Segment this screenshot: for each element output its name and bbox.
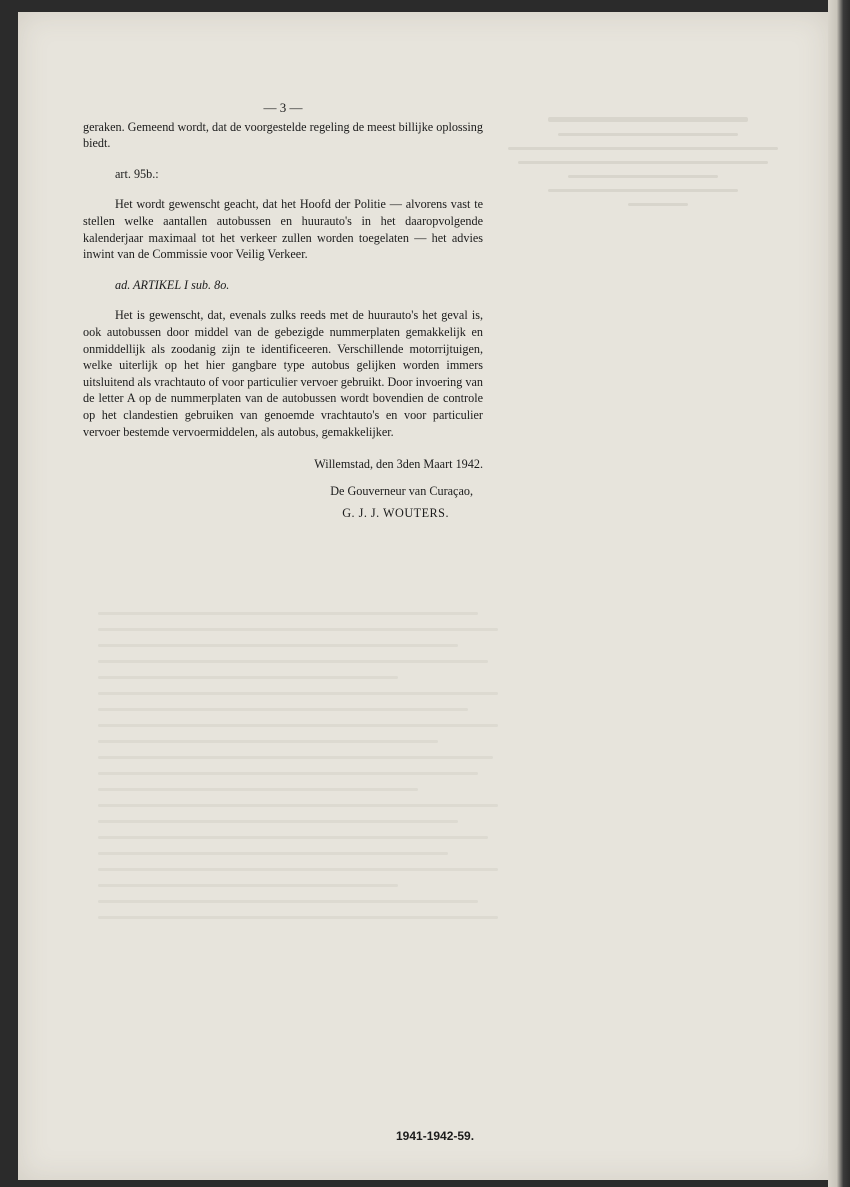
page-number: — 3 — bbox=[263, 100, 303, 115]
signature-name: G. J. J. WOUTERS. bbox=[342, 506, 449, 521]
paragraph-continuation: geraken. Gemeend wordt, dat de voorgestelde regeling de meest billijke oplossing biedt. bbox=[83, 119, 483, 151]
document-page bbox=[18, 12, 828, 1180]
article-heading: art. 95b.: bbox=[115, 166, 159, 181]
bleed-through-heading bbox=[488, 117, 788, 277]
place-date: Willemstad, den 3den Maart 1942. bbox=[314, 457, 483, 472]
ad-heading: ad. ARTIKEL I sub. 8o. bbox=[115, 277, 230, 292]
paragraph-article-95b: Het wordt gewenscht geacht, dat het Hoofd der Politie — alvorens vast te stellen welke aantallen autobussen en huurauto's in het daaropvolgende kalenderjaar maximaal tot het verkeer zullen worden toegelaten — het advies inwint van de Commissie voor Veilig Verkeer. bbox=[83, 197, 483, 262]
bleed-through-body bbox=[98, 612, 508, 1072]
page-edge bbox=[828, 0, 850, 1187]
document-number: 1941-1942-59. bbox=[396, 1129, 475, 1143]
page-text bbox=[83, 100, 483, 522]
governor-title: De Gouverneur van Curaçao, bbox=[330, 483, 473, 498]
paragraph-artikel-i: Het is gewenscht, dat, evenals zulks reeds met de huurauto's het geval is, ook autobussen door middel van de gebezigde nummerplaten gemakkelijk en onmiddellijk als zoodanig zijn te identificeeren. Verschillende motorrijtuigen, welke uiterlijk op het hier gangbare type autobus gelijken worden immers uitsluitend als vrachtauto of voor particulier vervoer gebruikt. Door invoering van de letter A op de nummerplaten van de autobussen wordt bovendien de controle op het clandestien gebruiken van genoemde vrachtauto's en voor particulier vervoer bestemde vervoermiddelen, als autobus, gemakkelijker. bbox=[83, 308, 483, 439]
